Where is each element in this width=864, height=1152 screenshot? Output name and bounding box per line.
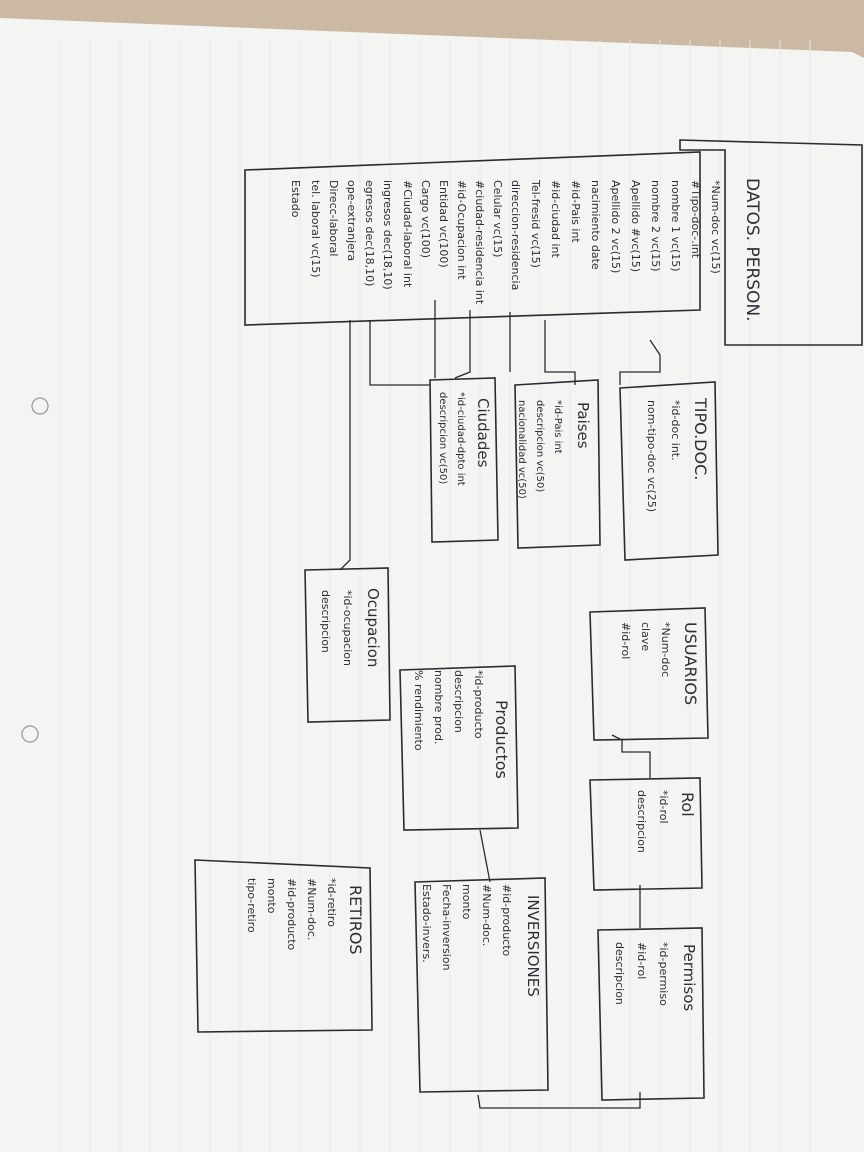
field: #id-ciudad int (549, 180, 562, 258)
field: #Tipo-doc-.int (689, 180, 702, 259)
field: ope-extranjera (345, 180, 358, 262)
field: #id-producto (285, 878, 298, 951)
field: Direcc-laboral (327, 180, 340, 257)
field: tipo-retiro (245, 878, 258, 933)
entity-title: INVERSIONES (524, 895, 542, 997)
field: descripcion (635, 790, 648, 853)
field: #id-Ocupacion int (455, 180, 468, 280)
field: Celular vc(15) (491, 180, 504, 258)
field: clave (639, 622, 652, 652)
field: #id-producto (500, 884, 513, 957)
field: Cargo vc(100) (419, 180, 432, 259)
entity-title: TIPO.DOC. (691, 398, 710, 481)
field: *id-retiro (325, 878, 338, 927)
entity-title: Paises (574, 402, 592, 449)
field: nombre prod. (432, 670, 445, 745)
field: *Num-doc (659, 622, 672, 678)
field: Estado-invers. (420, 884, 433, 963)
field: descripcion (613, 942, 626, 1005)
field: Apellido 2 vc(15) (609, 180, 622, 274)
field: *id-Pais int (552, 400, 563, 454)
field: *id-doc int. (669, 400, 682, 461)
field: nacimiento date (589, 180, 602, 270)
entity-title: DATOS. PERSON. (742, 178, 762, 322)
entity-title: RETIROS (346, 885, 365, 955)
field: *id-rol (657, 790, 670, 824)
entity-title: Productos (492, 700, 511, 779)
field: nombre 2 vc(15) (649, 180, 662, 272)
field: ingresos dec(18,10) (381, 180, 394, 290)
field: #ciudad-residencia int (473, 180, 486, 305)
field: *id-ocupacion (341, 590, 354, 666)
field: *id-producto (472, 670, 485, 739)
field: descripcion vc(50) (437, 392, 448, 485)
field: #id-rol (619, 622, 632, 660)
field: % rendimiento (412, 670, 425, 751)
field: *id-ciudad-dpto int (455, 392, 466, 486)
entity-title: USUARIOS (681, 622, 700, 706)
field: #id-rol (635, 942, 648, 980)
field: nom-tipo-doc vc(25) (645, 400, 658, 513)
field: Tel-fresid vc(15) (529, 180, 542, 268)
field: #Ciudad-laboral int (401, 180, 414, 288)
field: descripcion (452, 670, 465, 733)
field: descripcion (319, 590, 332, 653)
binder-hole-icon (22, 726, 38, 742)
entity-title: Permisos (680, 944, 698, 1012)
field: nombre 1 vc(15) (669, 180, 682, 272)
field: Fecha-inversion (440, 884, 453, 971)
entity-title: Rol (678, 792, 697, 817)
field: nacionalidad vc(50) (516, 400, 527, 499)
entity-title: Ocupacion (364, 588, 382, 668)
field: tel. laboral vc(15) (309, 180, 322, 278)
field: Entidad vc(100) (437, 180, 450, 268)
field: #id-Pais int (569, 180, 582, 243)
field: descripcion vc(50) (534, 400, 545, 493)
field: monto (265, 878, 278, 914)
field: egresos dec(18,10) (363, 180, 376, 287)
field: direccion-residencia (509, 180, 522, 291)
field: #Num-doc. (305, 878, 318, 941)
entity-title: Ciudades (474, 398, 492, 468)
field: Estado (289, 180, 302, 218)
binder-hole-icon (32, 398, 48, 414)
field: monto (460, 884, 473, 920)
field: *id-permiso (657, 942, 670, 1006)
field: Apellido #vc(15) (629, 180, 642, 273)
field: #Num-doc. (480, 884, 493, 947)
field: *Num-doc vc(15) (709, 180, 722, 274)
